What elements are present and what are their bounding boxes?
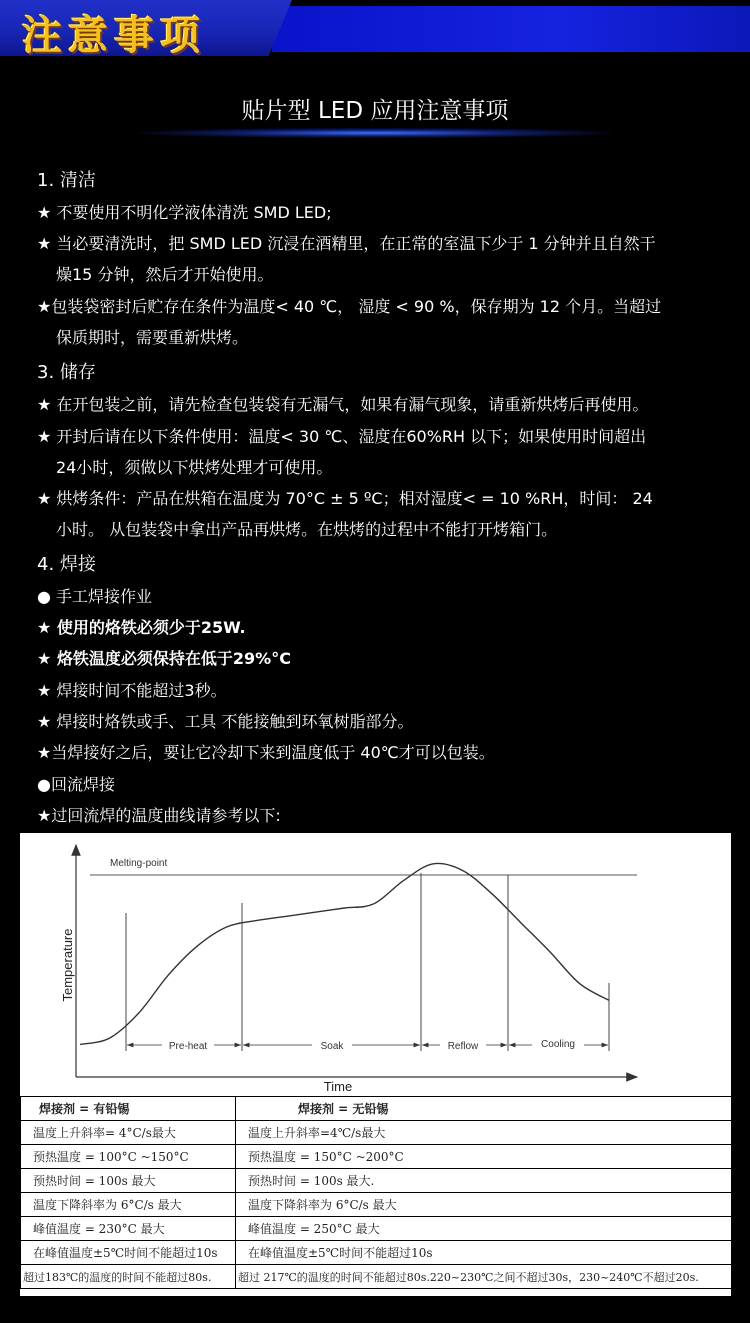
header-lead-free: 焊接剂 = 无铅锡 bbox=[236, 1097, 732, 1121]
solder-line-7: ●回流焊接 bbox=[37, 775, 115, 794]
header-banner bbox=[0, 0, 750, 62]
table-row bbox=[21, 1145, 732, 1169]
section-heading-storage: 3. 储存 bbox=[37, 362, 96, 383]
phase-label-preheat: Pre-heat bbox=[168, 1041, 208, 1052]
table-header-row bbox=[21, 1097, 732, 1121]
storage-line-1: ★ 在开包装之前，请先检查包装袋有无漏气，如果有漏气现象，请重新烘烤后再使用。 bbox=[37, 395, 649, 414]
storage-line-3b: 小时。 从包装袋中拿出产品再烘烤。在烘烤的过程中不能打开烤箱门。 bbox=[56, 520, 558, 539]
table-row bbox=[21, 1121, 732, 1145]
storage-line-2a: ★ 开封后请在以下条件使用：温度< 30 ℃、湿度在60%RH 以下；如果使用时间超出 bbox=[37, 427, 647, 446]
melting-point-label: Melting-point bbox=[110, 858, 168, 869]
phase-label-cooling: Cooling bbox=[541, 1039, 575, 1050]
solder-line-2: ★ 使用的烙铁必须少于25W. bbox=[37, 618, 246, 637]
table-cell: 在峰值温度±5℃时间不能超过10s bbox=[236, 1241, 732, 1265]
document-title: 贴片型 LED 应用注意事项 bbox=[241, 98, 509, 124]
table-row bbox=[21, 1241, 732, 1265]
table-cell: 超过183℃的温度的时间不能超过80s. bbox=[21, 1265, 236, 1289]
table-cell: 温度下降斜率为 6°C/s 最大 bbox=[236, 1193, 732, 1217]
solder-line-1: ● 手工焊接作业 bbox=[37, 587, 153, 606]
clean-line-2a: ★ 当必要清洗时，把 SMD LED 沉浸在酒精里，在正常的室温下少于 1 分钟并且自然干 bbox=[37, 234, 656, 253]
section-heading-solder: 4. 焊接 bbox=[37, 554, 96, 575]
solder-line-6: ★当焊接好之后，要让它冷却下来到温度低于 40℃才可以包装。 bbox=[37, 743, 495, 762]
phase-label-reflow: Reflow bbox=[447, 1041, 479, 1052]
section-heading-clean: 1. 清洁 bbox=[37, 170, 96, 191]
header-leaded: 焊接剂 = 有铅锡 bbox=[21, 1097, 236, 1121]
table-row bbox=[21, 1265, 732, 1289]
clean-line-2b: 燥15 分钟，然后才开始使用。 bbox=[56, 265, 274, 284]
parameter-table bbox=[20, 1096, 732, 1289]
table-cell: 温度上升斜率= 4°C/s最大 bbox=[21, 1121, 236, 1145]
solder-line-8: ★过回流焊的温度曲线请参考以下: bbox=[37, 806, 281, 825]
chart-svg bbox=[20, 833, 731, 1096]
table-cell: 在峰值温度±5℃时间不能超过10s bbox=[21, 1241, 236, 1265]
clean-line-1: ★ 不要使用不明化学液体清洗 SMD LED; bbox=[37, 203, 332, 222]
table-cell: 峰值温度 = 230°C 最大 bbox=[21, 1217, 236, 1241]
table-cell: 温度下降斜率为 6°C/s 最大 bbox=[21, 1193, 236, 1217]
table-row bbox=[21, 1193, 732, 1217]
table-row bbox=[21, 1217, 732, 1241]
title-glow-divider bbox=[140, 128, 610, 138]
phase-label-soak: Soak bbox=[320, 1041, 344, 1052]
y-axis-label: Temperature bbox=[60, 928, 75, 1002]
solder-parameter-table bbox=[20, 1096, 731, 1296]
table-cell: 温度上升斜率=4℃/s最大 bbox=[236, 1121, 732, 1145]
table-row bbox=[21, 1169, 732, 1193]
clean-line-3a: ★包装袋密封后贮存在条件为温度< 40 ℃， 湿度 < 90 %，保存期为 12 个月。当超过 bbox=[37, 297, 662, 316]
table-cell: 预热时间 = 100s 最大 bbox=[21, 1169, 236, 1193]
storage-line-2b: 24小时，须做以下烘烤处理才可使用。 bbox=[56, 458, 333, 477]
reflow-profile-curve bbox=[80, 863, 609, 1044]
table-cell: 预热温度 = 150°C ~200°C bbox=[236, 1145, 732, 1169]
banner-stripe bbox=[272, 6, 750, 52]
table-cell: 预热时间 = 100s 最大. bbox=[236, 1169, 732, 1193]
storage-line-3a: ★ 烘烤条件：产品在烘箱在温度为 70°C ± 5 ºC；相对湿度< = 10 %RH，时间： 24 bbox=[37, 489, 653, 508]
table-cell: 超过 217℃的温度的时间不能超过80s.220~230℃之间不超过30s，230~240℃不超过20s. bbox=[236, 1265, 732, 1289]
x-axis-label: Time bbox=[323, 1079, 353, 1094]
table-cell: 峰值温度 = 250°C 最大 bbox=[236, 1217, 732, 1241]
banner-title: 注意事项 bbox=[22, 13, 206, 59]
solder-line-5: ★ 焊接时烙铁或手、工具 不能接触到环氧树脂部分。 bbox=[37, 712, 414, 731]
solder-line-3: ★ 烙铁温度必须保持在低于29%°C bbox=[37, 649, 291, 668]
reflow-profile-chart bbox=[20, 833, 731, 1096]
table-cell: 预热温度 = 100°C ~150°C bbox=[21, 1145, 236, 1169]
solder-line-4: ★ 焊接时间不能超过3秒。 bbox=[37, 681, 227, 700]
clean-line-3b: 保质期时，需要重新烘烤。 bbox=[56, 328, 249, 347]
